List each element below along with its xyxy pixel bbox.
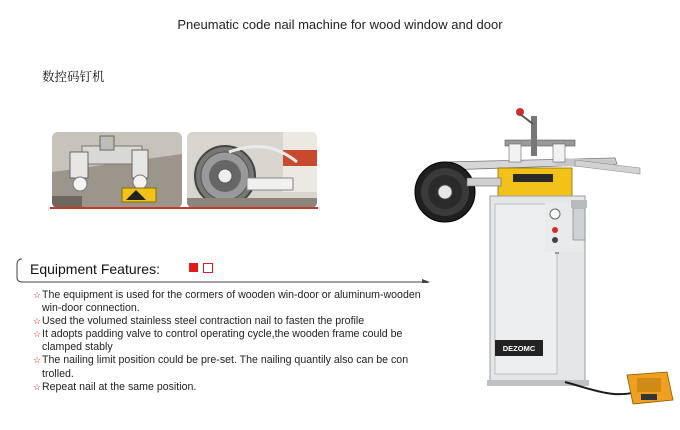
clamp-head-illustration [52,132,182,208]
nail-machine-illustration [405,100,680,420]
feature-item: ☆ It adopts padding valve to control operating cycle,the wooden frame could be clamped stably [33,328,403,354]
nail-coil-photo [187,132,317,208]
nail-coil-illustration [187,132,317,208]
star-icon: ☆ [33,316,42,327]
star-icon: ☆ [33,355,42,366]
feature-item: ☆ Repeat nail at the same position. [33,380,197,393]
features-list [33,289,448,394]
photo-divider [50,207,318,209]
features-heading: Equipment Features: [30,261,160,277]
star-icon: ☆ [33,329,42,340]
brand-plate: DEZOMC [502,344,536,353]
chinese-title: 数控码钉机 [42,69,105,84]
star-icon: ☆ [33,381,42,392]
red-square-filled [189,263,198,272]
red-square-outline [203,263,213,273]
clamp-head-photo [52,132,182,208]
star-icon: ☆ [33,290,42,300]
page-title: Pneumatic code nail machine for wood window and door [177,17,503,32]
feature-item: ☆ The nailing limit position could be pre-set. The nailing quantily also can be con trolled. [33,354,409,380]
feature-item: ☆ The equipment is used for the cormers of wooden win-door or aluminum-wooden win-door connection. [33,289,421,315]
feature-item: ☆ Used the volumed stainless steel contraction nail to fasten the profile [33,315,365,328]
